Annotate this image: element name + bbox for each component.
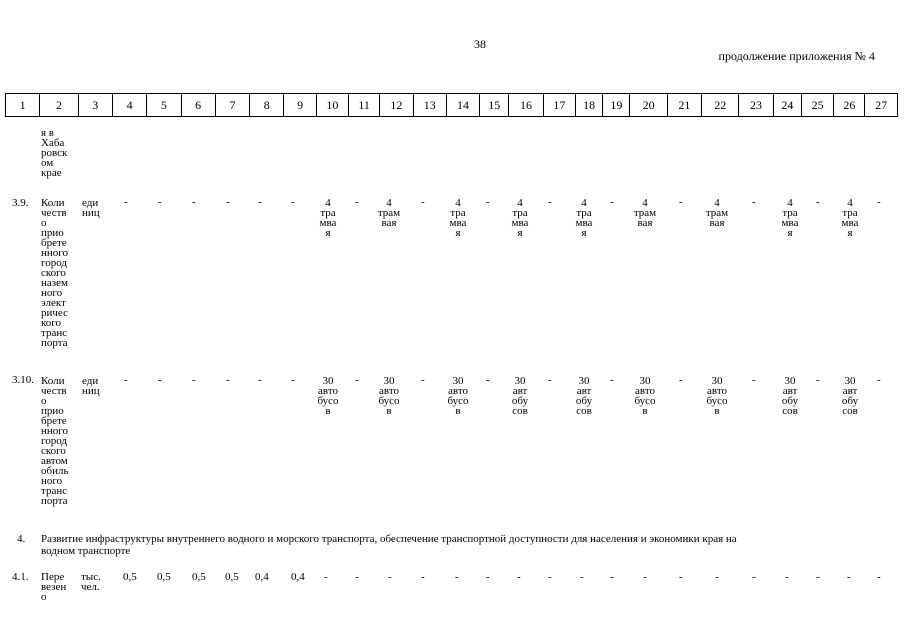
value-3-9-col9: - — [291, 196, 295, 208]
value-3-9-col17: - — [548, 196, 552, 208]
section-title-4: Развитие инфраструктуры внутреннего водного и морского транспорта, обеспечение транспортной доступности для населения и экономики края на водном транспорте — [41, 533, 737, 557]
value-3-9-col19: - — [610, 196, 614, 208]
column-header-4: 4 — [112, 94, 146, 117]
value-3-10-col23: - — [752, 374, 756, 386]
value-4-1-col7: 0,5 — [225, 571, 239, 583]
row-number-4-1: 4.1. — [12, 571, 29, 583]
value-4-1-col8: 0,4 — [255, 571, 269, 583]
column-header-27: 27 — [865, 94, 898, 117]
value-3-10-col25: - — [816, 374, 820, 386]
value-4-1-col13: - — [421, 571, 425, 583]
value-3-10-col5: - — [158, 374, 162, 386]
column-header-12: 12 — [380, 94, 413, 117]
value-3-10-col12: 30 авто бусо в — [378, 375, 400, 417]
column-header-table — [5, 93, 898, 117]
section-number-4: 4. — [17, 533, 26, 545]
column-header-6: 6 — [181, 94, 215, 117]
column-header-25: 25 — [801, 94, 833, 117]
value-3-9-col21: - — [679, 196, 683, 208]
value-3-10-col4: - — [124, 374, 128, 386]
column-header-8: 8 — [250, 94, 284, 117]
row-name-fragment: я в Хаба ровск ом крае — [41, 127, 68, 179]
row-number-3-9: 3.9. — [12, 197, 29, 209]
value-3-9-col6: - — [192, 196, 196, 208]
value-3-10-col17: - — [548, 374, 552, 386]
value-3-9-col22: 4 трам вая — [705, 197, 729, 229]
row-name-4-1: Пере везен о — [41, 571, 67, 603]
row-name-3-10: Коли честв о прио брете нного город ского автом обиль ного транс порта — [41, 375, 69, 507]
value-3-10-col6: - — [192, 374, 196, 386]
value-3-9-col14: 4 тра мва я — [449, 197, 467, 239]
column-header-7: 7 — [215, 94, 249, 117]
column-header-2: 2 — [40, 94, 78, 117]
column-header-24: 24 — [773, 94, 801, 117]
value-3-10-col20: 30 авто бусо в — [634, 375, 656, 417]
value-3-9-col18: 4 тра мва я — [575, 197, 593, 239]
row-name-3-9: Коли честв о прио брете нного город ского назем ного элект ричес кого транс порта — [41, 197, 69, 349]
column-header-16: 16 — [509, 94, 543, 117]
value-4-1-col10: - — [324, 571, 328, 583]
value-4-1-col18: - — [580, 571, 584, 583]
value-3-9-col24: 4 тра мва я — [781, 197, 799, 239]
value-4-1-col22: - — [715, 571, 719, 583]
value-4-1-col27: - — [877, 571, 881, 583]
value-3-10-col27: - — [877, 374, 881, 386]
column-header-11: 11 — [348, 94, 379, 117]
value-3-10-col15: - — [486, 374, 490, 386]
value-4-1-col6: 0,5 — [192, 571, 206, 583]
value-3-10-col10: 30 авто бусо в — [317, 375, 339, 417]
value-3-9-col16: 4 тра мва я — [511, 197, 529, 239]
value-4-1-col24: - — [785, 571, 789, 583]
value-3-10-col16: 30 авт обу сов — [511, 375, 529, 417]
value-3-10-col7: - — [226, 374, 230, 386]
value-4-1-col14: - — [455, 571, 459, 583]
column-header-18: 18 — [575, 94, 602, 117]
value-3-10-col19: - — [610, 374, 614, 386]
value-4-1-col25: - — [816, 571, 820, 583]
value-3-9-col23: - — [752, 196, 756, 208]
value-3-9-col25: - — [816, 196, 820, 208]
value-3-9-col12: 4 трам вая — [377, 197, 401, 229]
value-3-9-col26: 4 тра мва я — [841, 197, 859, 239]
value-3-10-col22: 30 авто бусо в — [706, 375, 728, 417]
value-3-10-col8: - — [258, 374, 262, 386]
row-unit-3-9: еди ниц — [82, 197, 100, 219]
page-number: 38 — [474, 37, 486, 51]
continuation-note: продолжение приложения № 4 — [718, 49, 875, 63]
value-3-10-col9: - — [291, 374, 295, 386]
value-3-9-col4: - — [124, 196, 128, 208]
column-header-21: 21 — [667, 94, 701, 117]
value-3-10-col11: - — [355, 374, 359, 386]
column-header-3: 3 — [78, 94, 112, 117]
value-3-9-col10: 4 тра мва я — [319, 197, 337, 239]
value-3-9-col27: - — [877, 196, 881, 208]
value-4-1-col5: 0,5 — [157, 571, 171, 583]
value-4-1-col4: 0,5 — [123, 571, 137, 583]
column-header-22: 22 — [702, 94, 739, 117]
value-3-9-col13: - — [421, 196, 425, 208]
column-header-15: 15 — [480, 94, 509, 117]
column-header-5: 5 — [147, 94, 181, 117]
value-4-1-col15: - — [486, 571, 490, 583]
column-header-17: 17 — [543, 94, 575, 117]
value-3-10-col18: 30 авт обу сов — [575, 375, 593, 417]
row-unit-4-1: тыс. чел. — [81, 571, 101, 593]
value-3-9-col5: - — [158, 196, 162, 208]
column-header-23: 23 — [739, 94, 773, 117]
value-4-1-col17: - — [548, 571, 552, 583]
value-3-9-col7: - — [226, 196, 230, 208]
value-3-9-col11: - — [355, 196, 359, 208]
column-header-19: 19 — [603, 94, 630, 117]
value-4-1-col20: - — [643, 571, 647, 583]
value-3-10-col21: - — [679, 374, 683, 386]
value-4-1-col12: - — [388, 571, 392, 583]
value-4-1-col9: 0,4 — [291, 571, 305, 583]
value-3-10-col14: 30 авто бусо в — [447, 375, 469, 417]
column-header-10: 10 — [316, 94, 348, 117]
value-3-10-col13: - — [421, 374, 425, 386]
value-3-9-col15: - — [486, 196, 490, 208]
row-number-3-10: 3.10. — [12, 374, 34, 386]
header-row — [6, 94, 898, 117]
value-3-10-col24: 30 авт обу сов — [781, 375, 799, 417]
value-4-1-col23: - — [752, 571, 756, 583]
value-4-1-col19: - — [610, 571, 614, 583]
column-header-1: 1 — [6, 94, 40, 117]
value-4-1-col11: - — [355, 571, 359, 583]
column-header-13: 13 — [413, 94, 446, 117]
column-header-26: 26 — [834, 94, 865, 117]
value-4-1-col16: - — [517, 571, 521, 583]
value-3-9-col8: - — [258, 196, 262, 208]
row-unit-3-10: еди ниц — [82, 375, 100, 397]
value-4-1-col21: - — [679, 571, 683, 583]
column-header-20: 20 — [630, 94, 667, 117]
value-3-9-col20: 4 трам вая — [633, 197, 657, 229]
column-header-14: 14 — [446, 94, 479, 117]
column-header-9: 9 — [284, 94, 316, 117]
value-4-1-col26: - — [847, 571, 851, 583]
value-3-10-col26: 30 авт обу сов — [841, 375, 859, 417]
